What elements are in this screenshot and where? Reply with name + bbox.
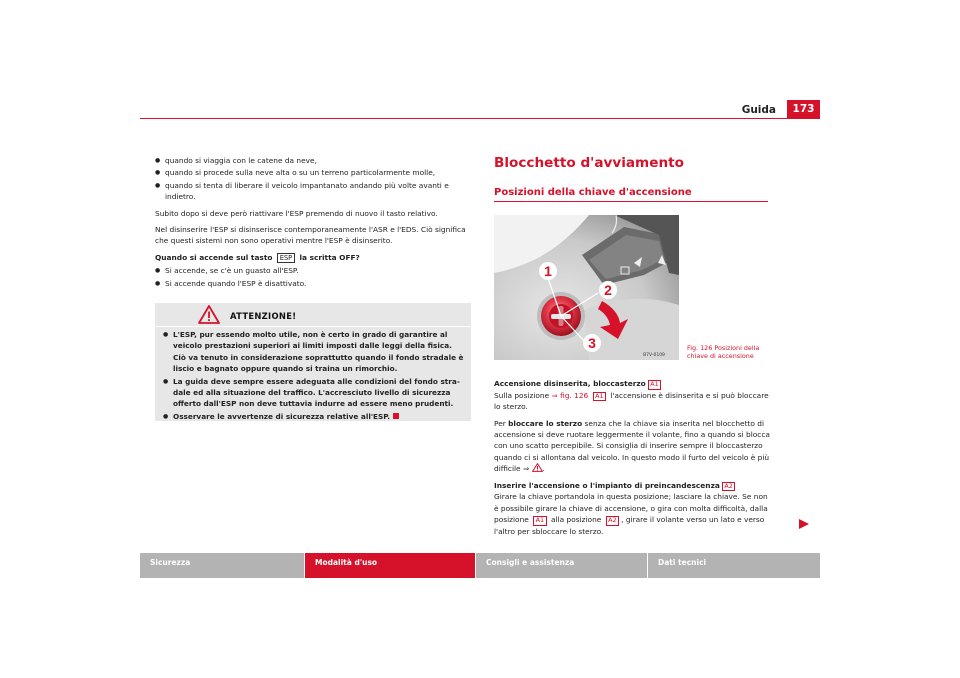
section-heading: Blocchetto d'avviamento — [494, 155, 684, 171]
paragraph: Girare la chiave portandola in questa posizione; lasciare la chiave. Se non è possibile girare la chiave di accensione, o gira con molta difficoltà, dalla posizione A1 alla posizione A2 , girare il volante verso un lato e verso l'altro per sbloccare lo sterzo. — [494, 492, 768, 536]
next-page-arrow-icon[interactable] — [798, 518, 810, 530]
esp-key: ESP — [277, 253, 295, 263]
warning-title: ATTENZIONE! — [230, 311, 297, 321]
left-column — [155, 155, 471, 289]
warning-item: ● L'ESP, pur essendo molto utile, non è certo in grado di garantire al veicolo prestazioni superiori ai limiti imposti dalle leggi della fisica. Ciò va tenuto in considerazione soprattutto quando il fondo stradale è liscio e bagnato oppure quando si traina un rimorchio. — [163, 329, 465, 375]
warning-triangle-icon — [532, 463, 543, 472]
page-number: 173 — [787, 100, 820, 118]
paragraph: Subito dopo si deve però riattivare l'ESP premendo di nuovo il tasto relativo. — [155, 208, 438, 218]
footer-tab-consigli-e-assistenza[interactable]: Consigli e assistenza — [476, 553, 647, 578]
paragraph: Sulla posizione ⇒ fig. 126 A1 l'accensione è disinserita e si può bloccare lo sterzo. — [494, 390, 769, 412]
list-item: ● quando si procede sulla neve alta o su un terreno particolarmente molle, — [155, 167, 471, 178]
header-rule — [140, 118, 820, 119]
question-line — [155, 252, 471, 263]
warning-item — [163, 411, 465, 422]
callout-2: 2 — [604, 282, 612, 298]
subsection-1-title: Accensione disinserita, bloccasterzo A1 — [494, 378, 770, 390]
figure-caption: Fig. 126 Posizioni della chiave di accensione — [687, 344, 760, 361]
list-item: ● quando si viaggia con le catene da neve, — [155, 155, 471, 166]
paragraph: Per bloccare lo sterzo senza che la chiave sia inserita nel blocchetto di accensione si deve ruotare leggermente il volante, fino a quando si blocca con uno scatto percepibile. Si consiglia di inserire sempre il bloccasterzo quando ci si allontana dal veicolo. In questo modo il furto del veicolo è più difficile ⇒ . — [494, 418, 770, 474]
paragraph: Nel disinserire l'ESP si disinserisce contemporaneamente l'ASR e l'EDS. Ciò significa che questi sistemi non sono operativi mentre l'ESP è disinserito. — [155, 225, 466, 246]
warning-item: ● La guida deve sempre essere adeguata alle condizioni del fondo stradale ed alla situazione del traffico. L'accresciuto livello di sicurezza offerto dall'ESP non deve tuttavia indurre ad essere meno prudenti. — [163, 376, 465, 410]
warning-item-text: Osservare le avvertenze di sicurezza relative all'ESP. — [173, 411, 391, 421]
subsection-2-title: Inserire l'accensione o l'impianto di preincandescenza A2 — [494, 480, 770, 492]
position-badge: A2 — [722, 482, 735, 492]
warning-body — [163, 329, 465, 422]
figure-reference-link[interactable]: ⇒ fig. 126 — [551, 390, 589, 400]
position-badge: A1 — [648, 380, 661, 390]
list-item: ● quando si tenta di liberare il veicolo impantanato andando più volte avanti e indietro. — [155, 180, 471, 203]
subheading-rule — [494, 201, 768, 202]
ignition-key-figure — [494, 215, 679, 360]
footer-tab-dati-tecnici[interactable]: Dati tecnici — [648, 553, 820, 578]
list-item: ● Si accende quando l'ESP è disattivato. — [155, 278, 471, 289]
callout-3: 3 — [588, 335, 596, 351]
figure-code: B7V-0109 — [643, 353, 665, 358]
warning-triangle-icon — [198, 305, 220, 324]
list-item: ● Si accende, se c'è un guasto all'ESP. — [155, 265, 471, 276]
question-post: la scritta OFF? — [299, 252, 360, 262]
position-badge: A1 — [533, 516, 546, 526]
footer-tab-modalita-duso[interactable]: Modalità d'uso — [305, 553, 475, 578]
running-header-title: Guida — [741, 104, 776, 116]
right-text — [494, 378, 770, 542]
position-badge: A2 — [606, 516, 619, 526]
footer-tab-sicurezza[interactable]: Sicurezza — [140, 553, 304, 578]
question-pre: Quando si accende sul tasto — [155, 252, 273, 262]
end-mark-icon — [393, 413, 399, 419]
callout-1: 1 — [544, 263, 552, 279]
position-badge: A1 — [593, 392, 606, 402]
subsection-heading: Posizioni della chiave d'accensione — [494, 187, 692, 198]
